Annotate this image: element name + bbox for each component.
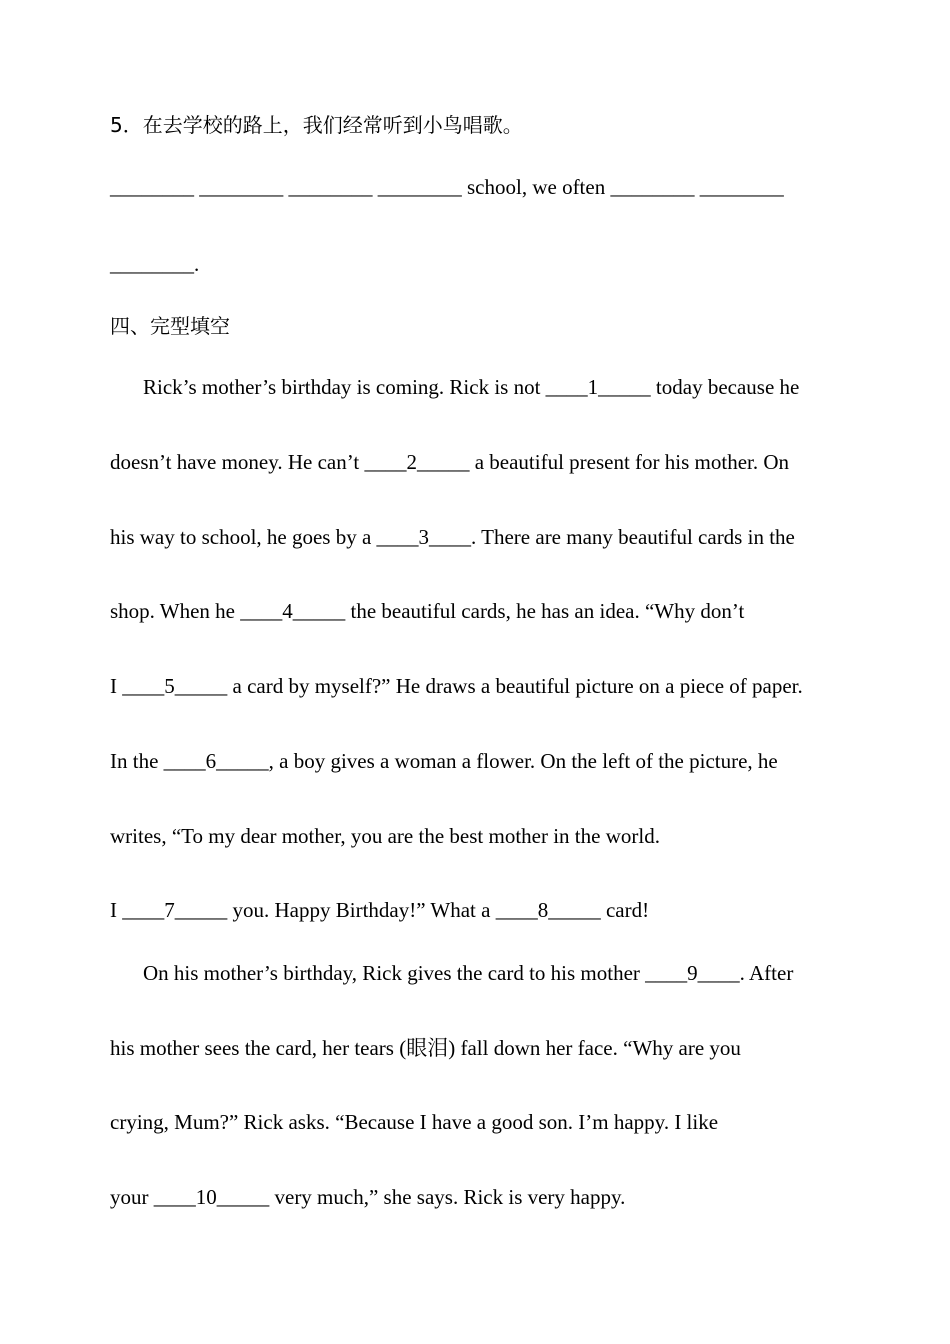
passage-line: writes, “To my dear mother, you are the best mother in the world.: [110, 824, 660, 848]
passage-line: your ____10_____ very much,” she says. Rick is very happy.: [110, 1185, 626, 1209]
passage-line: In the ____6_____, a boy gives a woman a flower. On the left of the picture, he: [110, 749, 778, 773]
passage-line: his mother sees the card, her tears (眼泪) fall down her face. “Why are you: [110, 1036, 741, 1060]
passage-line: crying, Mum?” Rick asks. “Because I have a good son. I’m happy. I like: [110, 1110, 719, 1134]
section-heading: 四、完型填空: [110, 314, 230, 338]
question-5-prompt: 5．在去学校的路上，我们经常听到小鸟唱歌。: [110, 113, 523, 137]
passage-line: I ____5_____ a card by myself?” He draws a beautiful picture on a piece of paper.: [110, 674, 803, 698]
passage-line: doesn’t have money. He can’t ____2_____ a beautiful present for his mother. On: [110, 450, 790, 474]
passage-line: On his mother’s birthday, Rick gives the card to his mother ____9____. After: [143, 961, 794, 985]
question-5-answer-line-2: ________.: [110, 252, 200, 276]
passage-line: shop. When he ____4_____ the beautiful cards, he has an idea. “Why don’t: [110, 599, 745, 623]
passage-line: his way to school, he goes by a ____3____. There are many beautiful cards in the: [110, 525, 795, 549]
passage-line: I ____7_____ you. Happy Birthday!” What a ____8_____ card!: [110, 898, 650, 922]
passage-line: Rick’s mother’s birthday is coming. Rick is not ____1_____ today because he: [143, 375, 800, 399]
question-5-answer-line-1: ________ ________ ________ ________ school, we often ________ ________: [110, 175, 784, 199]
